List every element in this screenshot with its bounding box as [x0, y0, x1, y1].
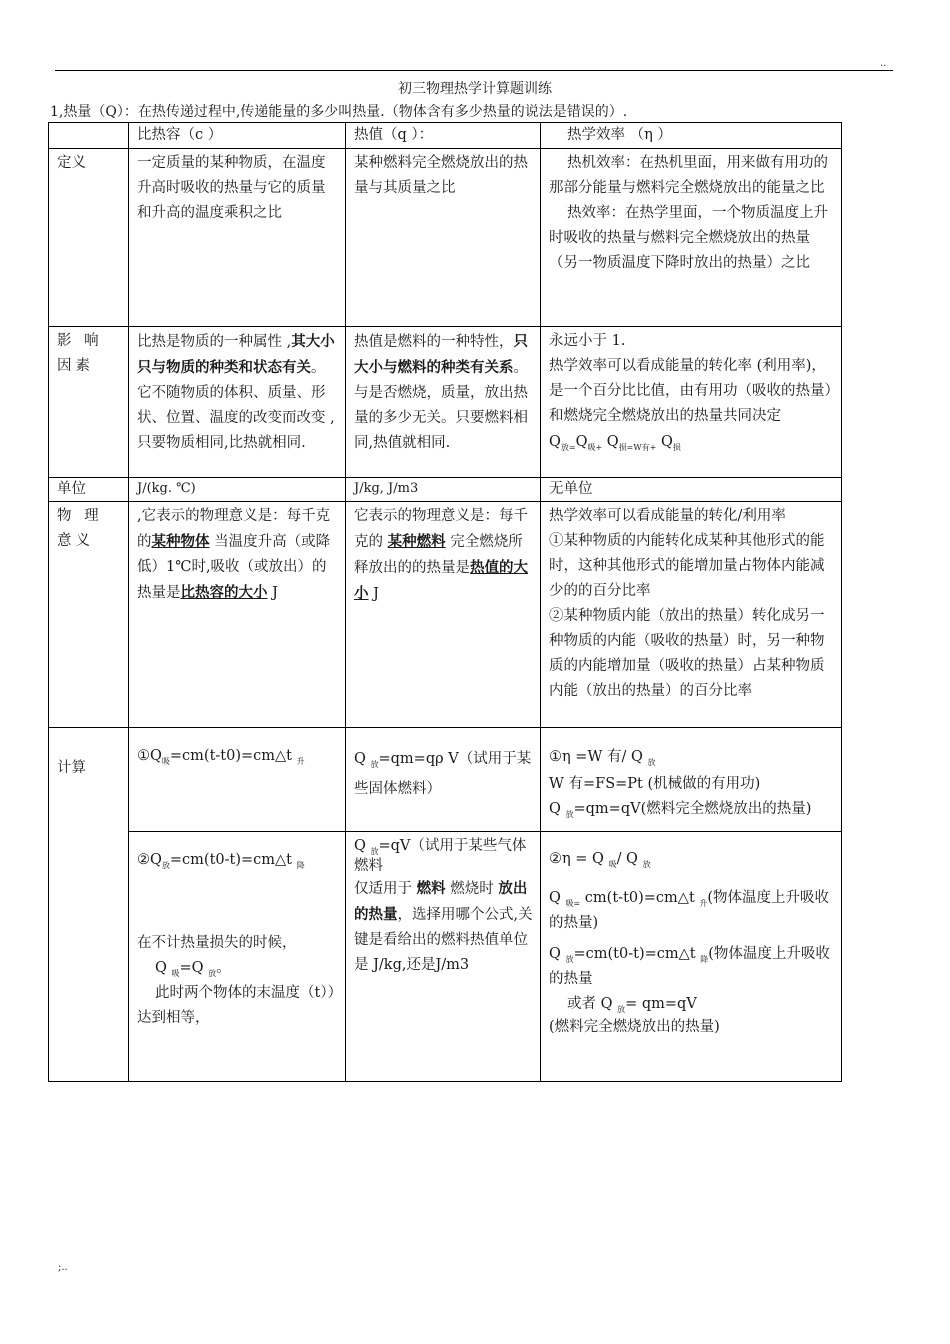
unit-eta: 无单位	[541, 478, 842, 502]
factors-c	[129, 327, 346, 478]
header-empty-cell	[49, 123, 129, 149]
meaning-eta-line2: ①某种物质的内能转化成某种其他形式的能时，这种其他形式的能增加量占物体内能减少的的百分比率	[549, 533, 825, 599]
meaning-eta	[541, 502, 842, 728]
meaning-label: 物 理 意义	[49, 502, 129, 728]
calc-q2-note: 仅适用于 燃料 燃烧时 放出的热量，选择用哪个公式,关键是看给出的燃料热值单位是 J/kg,还是J/m3	[354, 880, 533, 973]
comparison-table	[48, 122, 842, 1082]
calc-label: 计算	[49, 728, 129, 1082]
factors-row	[49, 327, 842, 478]
calc-eta1-line3: Q $_放$=qm=qV(燃料完全燃烧放出的热量)	[549, 801, 812, 819]
meaning-c-unit: J	[267, 585, 278, 601]
footer-mark: ;..	[58, 1262, 68, 1273]
unit-q: J/kg, J/m3	[346, 478, 541, 502]
meaning-eta-line3: ②某种物质内能（放出的热量）转化成另一种物质的内能（吸收的热量）时，另一种物质的内能增加量（吸收的热量）占某种物质内能（放出的热量）的百分比率	[549, 608, 825, 699]
meaning-q-bold2: 热值的大小	[354, 559, 528, 602]
meaning-c-text2: 当温度升高（或降低）1℃时,吸收（或放出）的热量是	[137, 534, 331, 601]
definition-eta-thermal: 热效率：在热学里面，一个物质温度上升时吸收的热量与燃料完全燃烧放出的热量（另一物质温度下降时放出的热量）之比	[549, 205, 828, 271]
definition-q: 某种燃料完全燃烧放出的热量与其质量之比	[346, 149, 541, 327]
meaning-c	[129, 502, 346, 728]
intro-text: 1,热量（Q）：在热传递过程中,传递能量的多少叫热量.（物体含有多少热量的说法是错误的）.	[50, 104, 628, 120]
factors-q-text2: 。与是否燃烧，质量，放出热量的多少无关。只要燃料相同,热值就相同.	[354, 360, 528, 451]
factors-eta-line2: 热学效率可以看成能量的转化率 (利用率)，是一个百分比比值，由有用功（吸收的热量）和燃烧完全燃烧放出的热量共同决定	[549, 358, 832, 424]
calc-q2-formula: Q $_放$=qV（试用于某些气体燃料	[354, 838, 527, 874]
calc-c1: $①Q_吸=cm(t-t0)=cm\triangle t$ $_升$	[129, 728, 346, 832]
header-efficiency: 热学效率 （η ）	[541, 123, 842, 149]
calc-eta1-line1: ①η =W 有/ Q $_放$	[549, 749, 656, 767]
meaning-q-text: 它表示的物理意义是：每千克的	[354, 508, 528, 550]
factors-eta-line1: 永远小于 1.	[549, 333, 626, 349]
calc-c2-equal: Q $_吸$=Q $_放$。	[155, 960, 231, 978]
meaning-q-unit: J	[368, 586, 379, 602]
meaning-q-text2: 完全燃烧所释放出的的热量是	[354, 534, 523, 576]
meaning-row	[49, 502, 842, 728]
meaning-c-bold2: 比热容的大小	[180, 584, 268, 601]
meaning-q	[346, 502, 541, 728]
factors-q-bold: 只大小与燃料的种类有关系	[354, 333, 528, 376]
definition-row	[49, 149, 842, 327]
calc-eta1	[541, 728, 842, 832]
calc-eta2-line1: ②η = Q $_吸$/ Q $_放$	[549, 851, 651, 869]
table-header-row	[49, 123, 842, 149]
meaning-q-bold: 某种燃料	[387, 533, 446, 550]
factors-q-text: 热值是燃料的一种特性，	[354, 334, 514, 350]
unit-label: 单位	[49, 478, 129, 502]
calc-eta2-line4: 或者 Q $_放$= qm=qV	[567, 996, 697, 1014]
meaning-c-bold: 某种物体	[151, 533, 210, 550]
calc-eta2-line3: Q $_放$=cm(t0-t)=cm△t $_降$(物体温度上升吸收的热量	[549, 946, 830, 987]
unit-c: J/(kg. ℃)	[129, 478, 346, 502]
header-rule	[55, 70, 893, 71]
calc-eta2-line2: Q $_{吸=}$ cm(t-t0)=cm△t $_升$(物体温度上升吸收的热量)	[549, 890, 830, 931]
calc-q2	[346, 832, 541, 1082]
header-heat-value: 热值（q ）：	[346, 123, 541, 149]
factors-eta-formula: $Q_{放=}Q_{吸+}$ $Q_{损=W有+}$ $Q_损$	[549, 434, 681, 452]
calc-c2-note: 在不计热量损失的时候，	[137, 935, 297, 951]
meaning-eta-line1: 热学效率可以看成能量的转化/利用率	[549, 508, 786, 524]
calc-row-2	[49, 832, 842, 1082]
definition-eta	[541, 149, 842, 327]
factors-c-bold: 其大小只与物质的种类和状态有关	[137, 333, 335, 376]
meaning-c-text: ,它表示的物理意义是：每千克的	[137, 508, 331, 550]
calc-c2-note2: 此时两个物体的末温度（t））达到相等，	[137, 985, 335, 1026]
calc-eta2	[541, 832, 842, 1082]
calc-c2	[129, 832, 346, 1082]
factors-c-text2: 。它不随物质的体积、质量、形状、位置、温度的改变而改变 ,只要物质相同,比热就相同.	[137, 360, 335, 451]
definition-eta-engine: 热机效率：在热机里面，用来做有用功的那部分能量与燃料完全燃烧放出的能量之比	[549, 155, 828, 196]
calc-eta1-line2: W 有=FS=Pt (机械做的有用功)	[549, 776, 761, 792]
calc-c2-formula: $②Q_放=cm(t0-t)=cm\triangle t$ $_降$	[137, 852, 305, 870]
calc-q1: Q $_放$=qm=qρ V（试用于某些固体燃料）	[346, 728, 541, 832]
page-title: 初三物理热学计算题训练	[398, 81, 552, 97]
factors-q	[346, 327, 541, 478]
calc-eta2-line5: (燃料完全燃烧放出的热量)	[549, 1019, 720, 1035]
header-specific-heat: 比热容（c ）	[129, 123, 346, 149]
definition-label: 定义	[49, 149, 129, 327]
factors-eta	[541, 327, 842, 478]
factors-c-text: 比热是物质的一种属性 ,	[137, 334, 292, 350]
unit-row	[49, 478, 842, 502]
factors-label: 影 响 因素	[49, 327, 129, 478]
definition-c: 一定质量的某种物质，在温度升高时吸收的热量与它的质量和升高的温度乘积之比	[129, 149, 346, 327]
header-dots: ..	[880, 58, 887, 69]
calc-row-1	[49, 728, 842, 832]
